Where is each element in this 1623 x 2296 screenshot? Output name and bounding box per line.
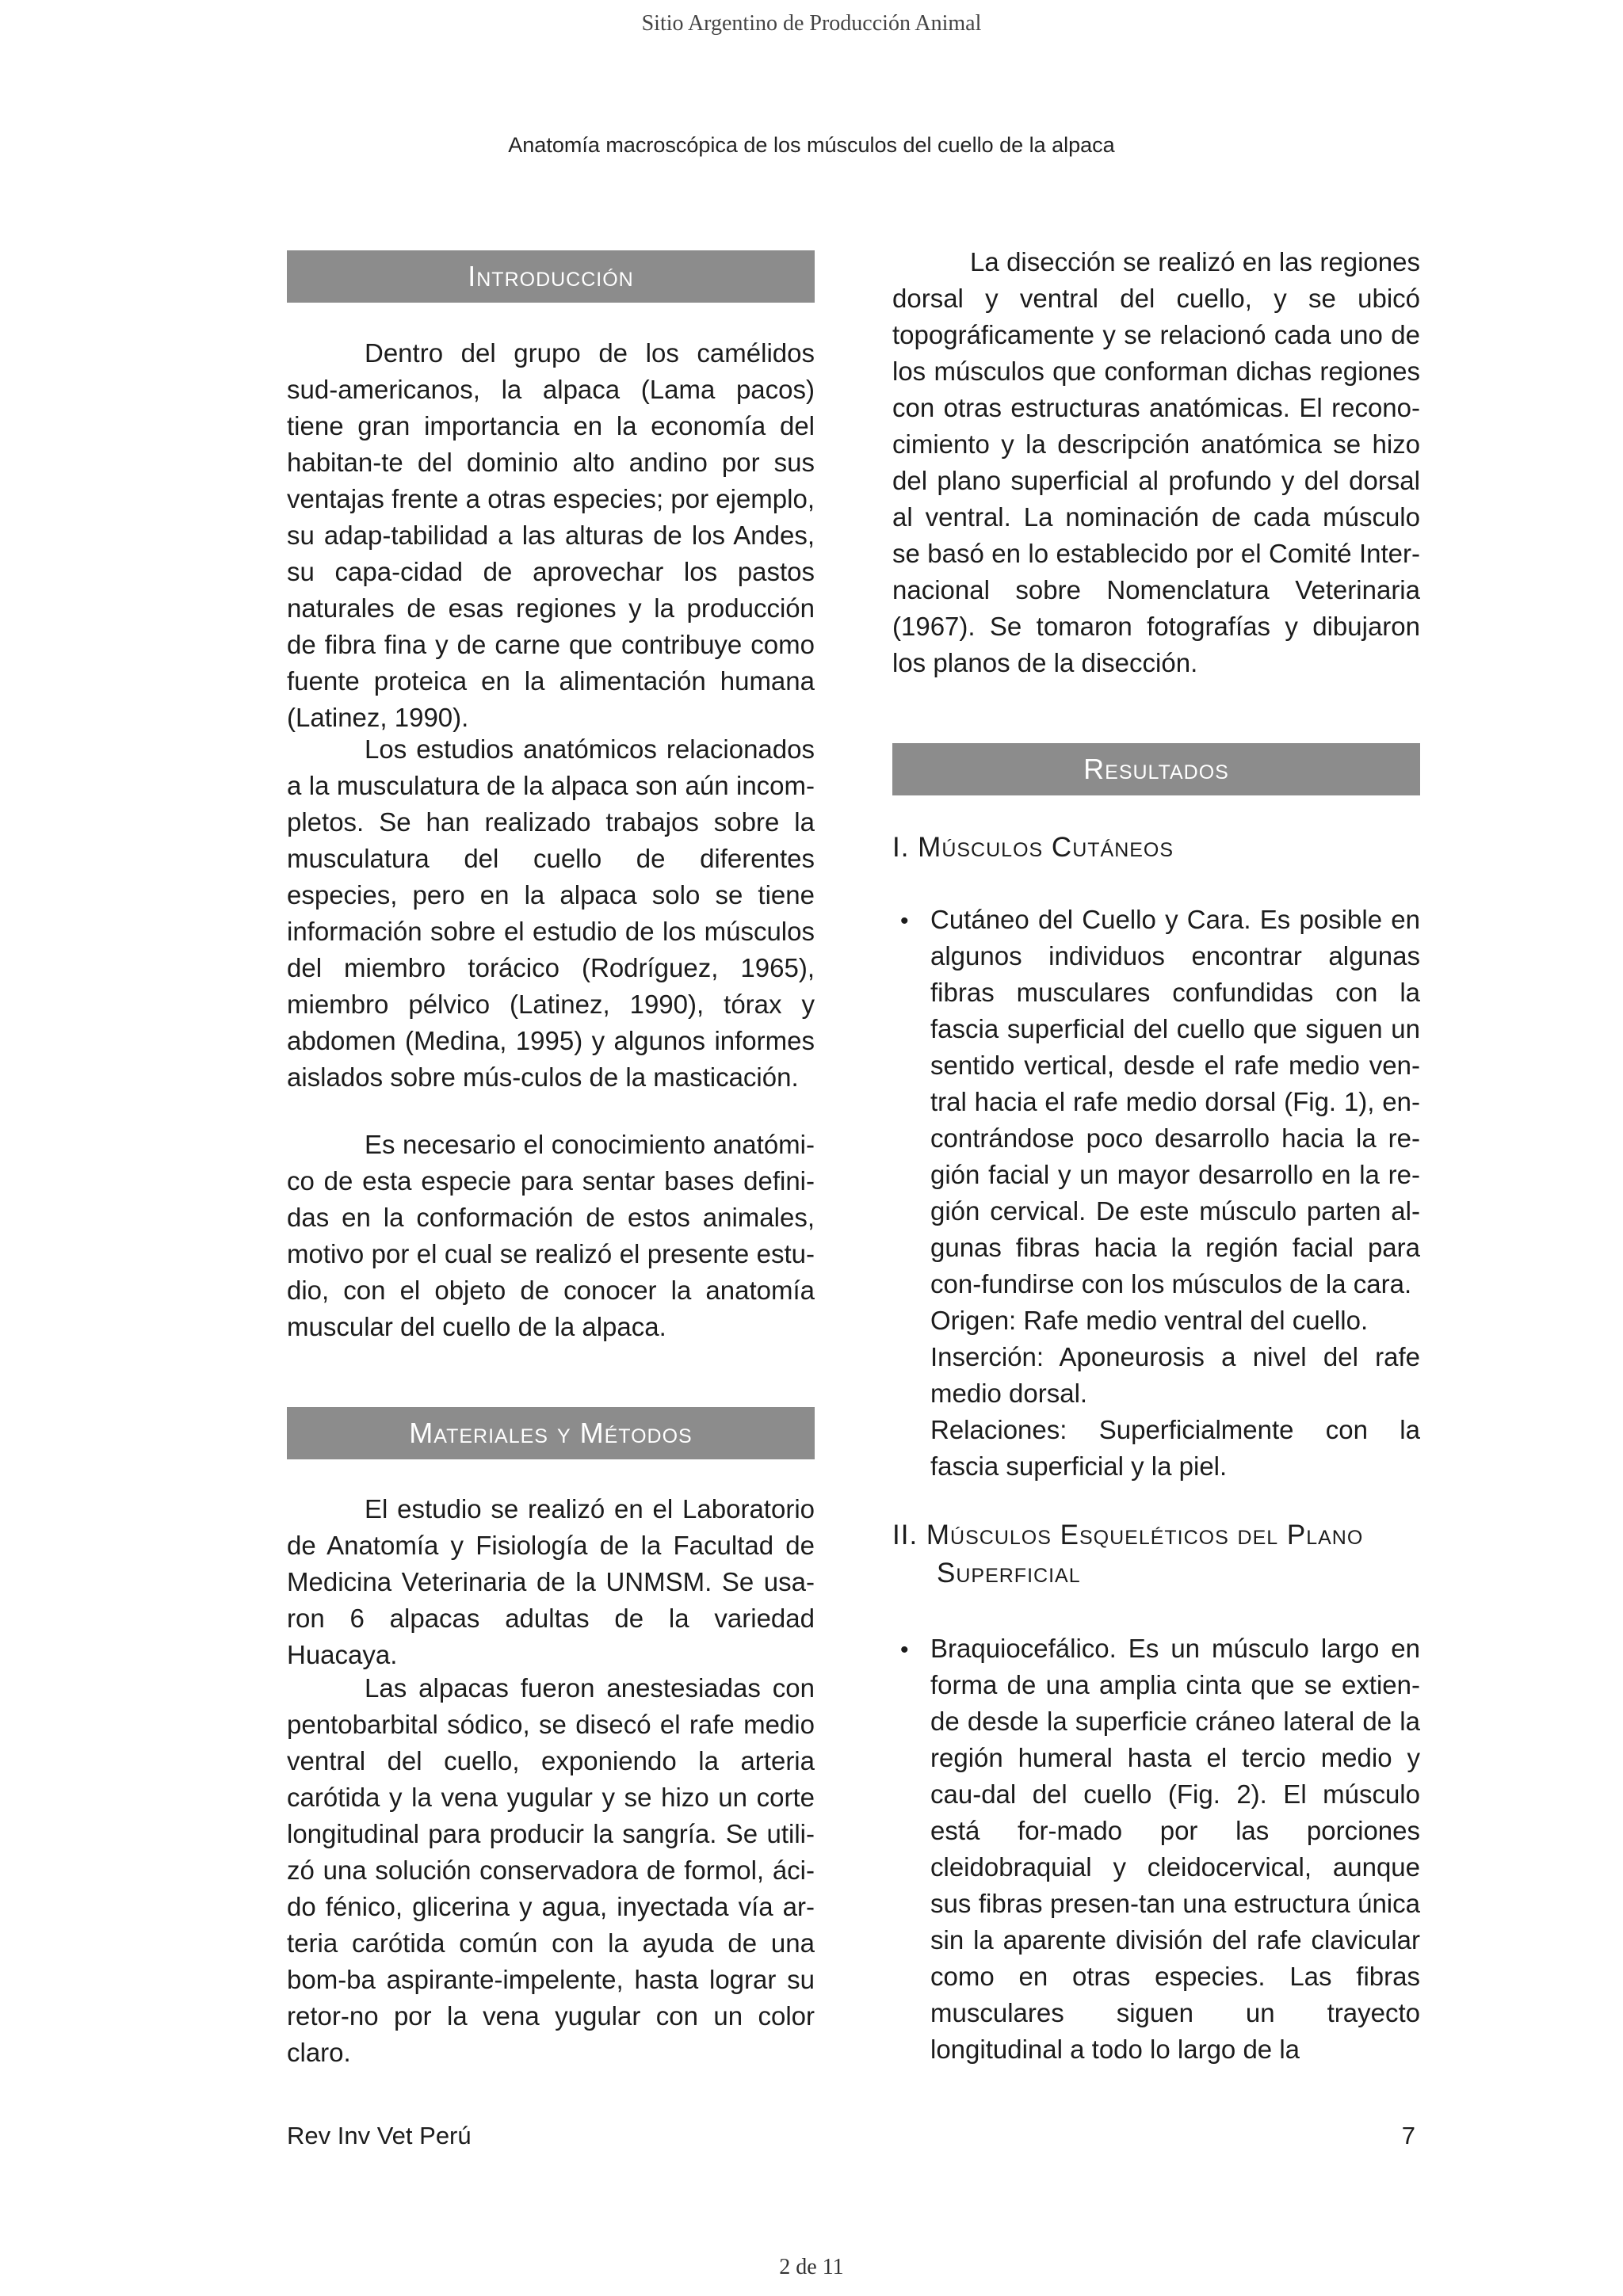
subheading-esqueleticos-line2: Superficial [937,1558,1081,1589]
paragraph-intro-3: Es necesario el conocimiento anatómi-co de esta especie para sentar bases defini-das en la conformación de estos animales, motivo por el cual se realizó el presente estu-dio, con el objeto de conocer la anatomía muscular del cuello de la alpaca. [287,1130,815,1341]
paragraph-methods-3: La disección se realizó en las regiones dorsal y ventral del cuello, y se ubicó topográficamente y se relacionó cada uno de los músculos que conforman dichas regiones con otras estructuras anatómicas. El recono-cimiento y la descripción anatómica se hizo del plano superficial al profundo y del dorsal al ventral. La nominación de cada músculo se basó en lo establecido por el Comité Inter-nacional sobre Nomenclatura Veterinaria (1967). Se tomaron fotografías y dibujaron los planos de la disección. [892,247,1420,677]
cutaneo-origen: Origen: Rafe medio ventral del cuello. [930,1306,1369,1335]
cutaneo-relaciones: Relaciones: Superficialmente con la fascia superficial y la piel. [930,1415,1420,1481]
running-head: Anatomía macroscópica de los músculos del cuello de la alpaca [508,133,1115,157]
subheading-musculos-esqueleticos [892,1516,1363,1592]
subheading-musculos-cutaneos: I. Músculos Cutáneos [892,832,1174,863]
list-item-cutaneo [892,902,1420,1485]
bullet-icon: • [900,1637,909,1663]
bullet-text-cutaneo [930,902,1420,1485]
footer-journal: Rev Inv Vet Perú [287,2122,472,2149]
paragraph-methods-1: El estudio se realizó en el Laboratorio de Anatomía y Fisiología de la Facultad de Medicina Veterinaria de la UNMSM. Se usa-ron 6 alpacas adultas de la variedad Huacaya. [287,1494,815,1669]
section-heading-resultados: Resultados [892,743,1420,795]
paragraph-intro-2: Los estudios anatómicos relacionados a la musculatura de la alpaca son aún incom-pletos. Se han realizado trabajos sobre la musculatura del cuello de diferentes especies, pero en la alpaca solo se tiene información sobre el estudio de los músculos del miembro torácico (Rodríguez, 1965), miembro pélvico (Latinez, 1990), tórax y abdomen (Medina, 1995) y algunos informes aislados sobre mús-culos de la masticación. [287,734,815,1092]
site-header: Sitio Argentino de Producción Animal [641,11,982,36]
paragraph-intro-1: Dentro del grupo de los camélidos sud-americanos, la alpaca (Lama pacos) tiene gran importancia en la economía del habitan-te del dominio alto andino por sus ventajas frente a otras especies; por ejemplo, su adap-tabilidad a las alturas de los Andes, su capa-cidad de aprovechar los pastos naturales de esas regiones y la producción de fibra fina y de carne que contribuye como fuente proteica en la alimentación humana (Latinez, 1990). [287,338,815,732]
section-heading-introduccion: Introducción [287,250,815,303]
pdf-page-indicator: 2 de 11 [779,2255,844,2279]
bullet-icon: • [900,908,909,934]
cutaneo-insercion: Inserción: Aponeurosis a nivel del rafe medio dorsal. [930,1342,1420,1408]
subheading-esqueleticos-line1: II. Músculos Esqueléticos del Plano [892,1520,1364,1550]
bullet-text-braquiocefalico: Braquiocefálico. Es un músculo largo en forma de una amplia cinta que se extien-de desde la superficie cráneo lateral de la región humeral hasta el tercio medio y cau-dal del cuello (Fig. 2). El músculo está for-mado por las porciones cleidobraquial y cleidocervical, aunque sus fibras presen-tan una estructura única sin la aparente división del rafe clavicular como en otras especies. Las fibras musculares siguen un trayecto longitudinal a todo lo largo de la [930,1634,1420,2064]
section-heading-materiales-metodos: Materiales y Métodos [287,1407,815,1459]
list-item-braquiocefalico [892,1630,1420,2068]
paragraph-methods-2: Las alpacas fueron anestesiadas con pentobarbital sódico, se disecó el rafe medio ventral del cuello, exponiendo la arteria carótida y la vena yugular y se hizo un corte longitudinal para producir la sangría. Se utili-zó una solución conservadora de formol, áci-do fénico, glicerina y agua, inyectada vía ar-teria carótida común con la ayuda de una bom-ba aspirante-impelente, hasta lograr su retor-no por la vena yugular con un color claro. [287,1673,815,2067]
cutaneo-description: Cutáneo del Cuello y Cara. Es posible en algunos individuos encontrar algunas fibras musculares confundidas con la fascia superficial del cuello que siguen un sentido vertical, desde el rafe medio ven-tral hacia el rafe medio dorsal (Fig. 1), en-contrándose poco desarrollo hacia la re-gión facial y un mayor desarrollo en la re-gión cervical. De este músculo parten al-gunas fibras hacia la región facial para con-fundirse con los músculos de la cara. [930,905,1420,1299]
